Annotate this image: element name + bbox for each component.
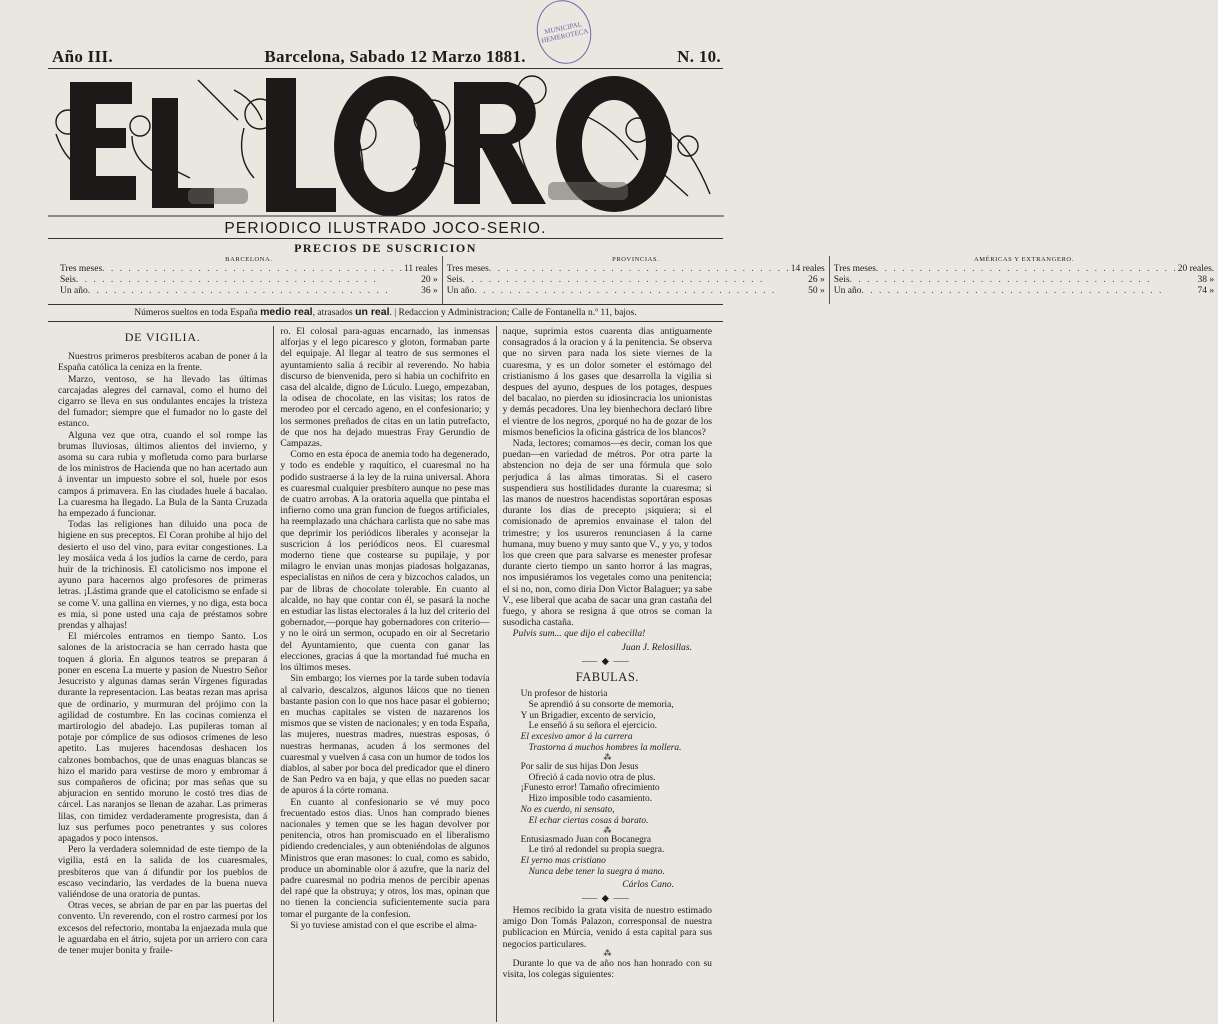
- issue-year: Año III.: [52, 47, 113, 66]
- verse-line: Hizo imposible todo casamiento.: [528, 794, 653, 805]
- price-label: Un año: [833, 286, 862, 296]
- notice-text: Números sueltos en toda España: [134, 308, 261, 318]
- masthead-illustration: [48, 70, 724, 220]
- verse-line: ¡Funesto error! Tamaño ofrecimiento: [520, 783, 660, 794]
- paragraph: Sin embargo; los viernes por la tarde suben todavía al calvario, descalzos, algunos láicos que no tienen bastante pasion con lo que nos hace pasar el gobierno; en muchas capitales se visten de nazarenos los mismos que se visten de nacionales; y en toda España, las mujeres, nuestras madres, nuestras esposas, ó nuestras hermanas, acuden á los sermones del cuaresmal y vuelven á casa con un humor de todos los diablos, al saber por boca del predicador que el dinero de San Pedro va en baja, y que ellas no pueden sacar de apuros á la córte romana.: [280, 673, 490, 797]
- price-column-provincias: [442, 256, 829, 304]
- stanza-separator: ⁂: [603, 948, 612, 958]
- notice-rule: [48, 321, 723, 322]
- subscription-heading: PRECIOS DE SUSCRICION: [294, 241, 477, 255]
- verse-line: Y un Brigadier, excento de servicio,: [520, 710, 656, 721]
- price-value: 36 »: [421, 286, 438, 296]
- paragraph: Nada, lectores; comamos—es decir, coman los que puedan—en variedad de métros. Por otra parte la abstencion no deja de ser una fórmula que solo perjudica á las almas timoratas. Si el casero suspendiera sus hostilidades durante la cuaresma; si las manos de nuestros hacendistas soportáran esposas durante los dias de precepto ¡siquiera; si el comisionado de apremios envainase el talon del trimestre; y los usureros renunciasen á la carne humana, muy bueno y muy santo que V., y yo, y todos los que creen que para salvarse es menester profesar durante cierto tiempo un santo horror á las magras, nos impusiéramos los vegetales como una penitencia; el si no, non, como diria Don Victor Balaguer; ya sabe V., ese liberal que acaba de sacar una gran castaña del fuego, y ahora se resigna á que otros se coman la susodicha castaña.: [502, 438, 712, 629]
- region-name: AMÉRICAS Y EXTRANGERO.: [973, 256, 1074, 263]
- column-2: [273, 326, 495, 1022]
- verse-line: El excesivo amor á la carrera: [520, 732, 633, 743]
- subtitle-rule: [48, 238, 723, 239]
- article-columns: [52, 326, 718, 1022]
- notice-price-back: un real: [355, 306, 390, 318]
- dateline: Barcelona, Sabado 12 Marzo 1881.: [264, 47, 526, 66]
- price-value: 26 »: [808, 275, 825, 285]
- price-row: [834, 264, 1214, 275]
- price-row: [447, 264, 825, 275]
- subtitle: PERIODICO ILUSTRADO JOCO-SERIO.: [224, 220, 547, 237]
- price-label: Tres meses: [446, 264, 489, 274]
- price-row: [447, 275, 825, 286]
- verse-line: Por salir de sus hijas Don Jesus: [520, 761, 639, 772]
- paragraph: Otras veces, se abrian de par en par las puertas del convento. Un reverendo, con el rostro carmesí por los excesos del refectorio, montaba la enjaezada mula que le aguardaba en el átrio, sujeta por un arriero con cara de tener mujer bonita y fraile-: [58, 900, 268, 956]
- stanza-separator: ⁂: [603, 825, 612, 835]
- price-row: [60, 264, 438, 275]
- price-label: Un año: [60, 286, 88, 296]
- price-label: Tres meses: [833, 264, 876, 274]
- verse-line: Nunca debe tener la suegra á mano.: [528, 867, 665, 878]
- stamp-text: MUNICIPAL HEMEROTECA: [540, 20, 590, 45]
- verse-line: Le tiró al redondel su propia suegra.: [528, 845, 665, 856]
- verse-line: No es cuerdo, ni sensato,: [520, 805, 615, 816]
- verse-line: Se aprendió á su consorte de memoria,: [528, 699, 674, 710]
- paragraph: Durante lo que va de año nos han honrado con su visita, los colegas siguientes:: [502, 957, 712, 981]
- price-value: 50 »: [808, 286, 825, 296]
- paragraph: Hemos recibido la grata visita de nuestro estimado amigo Don Tomás Palazon, corresponsal de nuestra publicacion en Múrcia, venido á esta capital para sus negocios particulares.: [502, 905, 712, 950]
- article-signature: Juan J. Relosillas.: [621, 641, 692, 653]
- price-value: 38 »: [1197, 275, 1215, 285]
- price-value: 11 reales: [404, 264, 438, 274]
- price-label: Seis: [446, 275, 463, 285]
- column-3: [496, 326, 718, 1022]
- ornament-divider: ⸺◆⸺: [581, 655, 634, 667]
- price-column-barcelona: [56, 256, 442, 304]
- prices-rule: [48, 304, 723, 305]
- column-1: [52, 326, 273, 1022]
- paragraph: Pulvis sum... que dijo el cabecilla!: [512, 628, 646, 640]
- header-line: [52, 46, 721, 68]
- paragraph: Como en esta época de anemia todo ha degenerado, y todo es endeble y raquítico, el cuaresmal no ha podido sustraerse á la ley de la ruina universal. Ahora es cuaresmal cualquier presbítero aunque no pese mas de cuatro arrobas. A la oratoria aquella que pintaba el infierno como una gran funcion de fuegos artificiales, ha reemplazado una cháchara carlista que no sabe mas que deprimir los periódicos liberales y aconsejar la suscricion á los periódicos neos. El cuaresmal moderno tiene que costearse su pupilaje, y por milagro le envian unas monjas piadosas holgazanas, especialistas en niños de cera y bizcochos calados, un par de libras de chocolate tolerable. En cuanto al alcalde, no hay que contar con él, se pasará la noche en estudiar las listas electorales á la luz del criterio del gobernador,—porque hay gobernadores con criterio—y no le oirá un sermon, ocupado en oir al Secretario del Ayuntamiento, que cuenta con ganar las elecciones, gracias á que la mortandad fué mucha en los últimos meses.: [280, 449, 490, 674]
- subscription-table: [56, 256, 1215, 304]
- notice-address: . | Redaccion y Administracion; Calle de Fontanella n.º 11, bajos.: [389, 308, 637, 318]
- price-label: Seis: [833, 275, 850, 285]
- verse-line: Un profesor de historia: [520, 689, 608, 700]
- stanza-separator: ⁂: [603, 752, 612, 762]
- price-label: Tres meses: [60, 264, 103, 274]
- notice-price-single: medio real: [260, 306, 313, 318]
- price-value: 20 reales.: [1177, 264, 1215, 274]
- price-value: 20 »: [421, 275, 438, 285]
- paragraph: Todas las religiones han diluido una poca de higiene en sus preceptos. El Coran prohibe al hijo del desierto el uso del vino, para evitar congestiones. La ley mosáica veda á los judíos la carne de cerdo, para huir de la trichinosis. El catolicismo nos impone el ayuno para hacernos algo profesores de primeras letras. ¡Lástima grande que el catolicismo se enfade si se come V. una gallina en viernes, y no diga, esta boca es mia, si pone usted una caja de préstamos sobre prendas y alhajas!: [58, 519, 268, 632]
- fable-stanza: [521, 835, 712, 878]
- price-column-extranjero: [829, 256, 1218, 304]
- paragraph: Alguna vez que otra, cuando el sol rompe las brumas lluviosas, últimos alientos del invierno, y asoma su cara rubia y mofletuda como para burlarse de los ministros de Hacienda que no han acertado aun á inventar un impuesto sobre el sol, huele por esos campos á primavera. En las ciudades huele á bacalao. La cuaresma ha llegado. La Bula de la Santa Cruzada ha empezado á funcionar.: [58, 429, 268, 520]
- price-label: Seis: [60, 275, 76, 285]
- verse-line: El echar ciertas cosas á barato.: [528, 815, 649, 826]
- paragraph: ro. El colosal para-aguas encarnado, las inmensas alforjas y el lego picaresco y gloton, formaban parte del equipaje. Al llegar al teatro de sus sermones el ayuntamiento salia á recibir al reverendo. No habia discurso de bienvenida, pero si habia un cochifrito en casa del alcalde, digno de Lúculo. Luego, empezaban, la odisea de chocolate, en las visitas; los ratos de merodeo por el cercado ageno, en el confesionario; y los sermones preñados de citas en un latin putrefacto, de que nos ha dejado muestras Fray Gerundio de Campazas.: [280, 326, 490, 450]
- price-row: [60, 275, 438, 286]
- paragraph: Si yo tuviese amistad con el que escribe el alma-: [290, 919, 478, 931]
- issue-number: N. 10.: [677, 47, 721, 66]
- sales-notice: [60, 306, 711, 320]
- price-row: [447, 286, 825, 297]
- header-rule: [48, 68, 723, 69]
- verse-line: Trastorna á muchos hombres la mollera.: [528, 743, 682, 754]
- price-value: 14 reales: [790, 264, 825, 274]
- notice-text: , atrasados: [312, 308, 356, 318]
- fable-stanza: [521, 689, 712, 754]
- verse-line: El yerno mas cristiano: [520, 856, 606, 867]
- price-row: [834, 275, 1214, 286]
- paragraph: El miércoles entramos en tiempo Santo. Los salones de la aristocracia se han cerrado hasta que toquen á gloria. En algunos teatros se preparan á poner en escena La muerte y pasion de Nuestro Señor Jesucristo y algunas damas serán Vírgenes figuradas durante la representacion. Las beatas rezan mas aprisa que de ordinario, y murmuran del prójimo con la agilidad de costumbre. En las cocinas comienza el martirologio del abadejo. Las pupileras toman al potaje por cómplice de sus odiosos crímenes de leso apetito. Las mujeres hacendosas deshacen los calzones bombachos, que de unas enaguas blancas se hizo el marido para vestirse de moro y embromar á sus compañeros de oficina; por mas señas que su abjuracion en sentido moruno le costó tres dias de cárcel. Las naranjos se llenan de azahar. Las primeras lilas, con timidez verdaderamente progresista, dan á luz sus perfumes poco penetrantes y sus colores apagados y poco intensos.: [58, 631, 268, 844]
- paragraph: Pero la verdadera solemnidad de este tiempo de la vigilia, está en la salida de los cuaresmales, presbíteros que van á difundir por los pueblos de escaso vecindario, las verdades de la buena nueva valiéndose de una oratoria de puntas.: [58, 844, 268, 900]
- region-name: BARCELONA.: [225, 256, 273, 263]
- price-label: Un año: [446, 286, 475, 296]
- paragraph: Nuestros primeros presbíteros acaban de poner á la España católica la ceniza en la frente.: [58, 351, 268, 374]
- price-row: [60, 286, 438, 297]
- price-row: [834, 286, 1214, 297]
- verse-line: Ofreció á cada novio otra de plus.: [528, 772, 656, 783]
- paragraph: Marzo, ventoso, se ha llevado las últimas carcajadas alegres del carnaval, como el humo del cigarro se lleva en sus ondulantes encajes la tristeza del fumador; siempre que el fumador no lo gaste del estanco.: [58, 373, 268, 430]
- verse-line: Entusiasmado Juan con Bocanegra: [520, 834, 652, 845]
- article-title: DE VIGILIA.: [124, 330, 201, 344]
- fable-stanza: [521, 762, 712, 827]
- paragraph: naque, suprimia estos cuarenta dias antiguamente consagrados á la oracion y á la penitencia. Se observa que no sirven para nada los siete viernes de la cuaresma, y es un dolor someter el estómago del cristianismo á los gases que desarrolla la vigilia si despues del ayuno, despues de los potages, despues del bacalao, no pierden su idiosincracia los unionistas y demás pecadores. Una ley bienhechora declaró libre el vientre de los negros, ¿porqué no ha de gozar de los mismos beneficios la oficina gástrica de los blancos?: [502, 326, 712, 438]
- region-name: PROVINCIAS.: [612, 256, 660, 263]
- fabulas-signature: Cárlos Cano.: [622, 878, 674, 890]
- paragraph: En cuanto al confesionario se vé muy poco frecuentado estos dias. Unos han comprado bienes nacionales y temen que se les hagan devolver por penitencia, otros han promiscuado en el liberalismo pidiendo credenciales, y aun obteniéndolas de algunos Ministros que eran masones: lo cual, como es sabido, produce un abominable olor á azufre, que la nariz del padre cuaresmal no podria menos de percibir apenas del rapé que la obstruya; y otros, los mas, opinan que no tienen la conciencia suficientemente sucia para tomar el purgante de la confesion.: [280, 796, 490, 920]
- ornament-divider: ⸺◆⸺: [581, 893, 634, 905]
- price-value: 74 »: [1197, 286, 1215, 296]
- verse-line: Le enseñó á su señora el ejercicio.: [528, 721, 657, 732]
- fabulas-title: FABULAS.: [575, 669, 639, 684]
